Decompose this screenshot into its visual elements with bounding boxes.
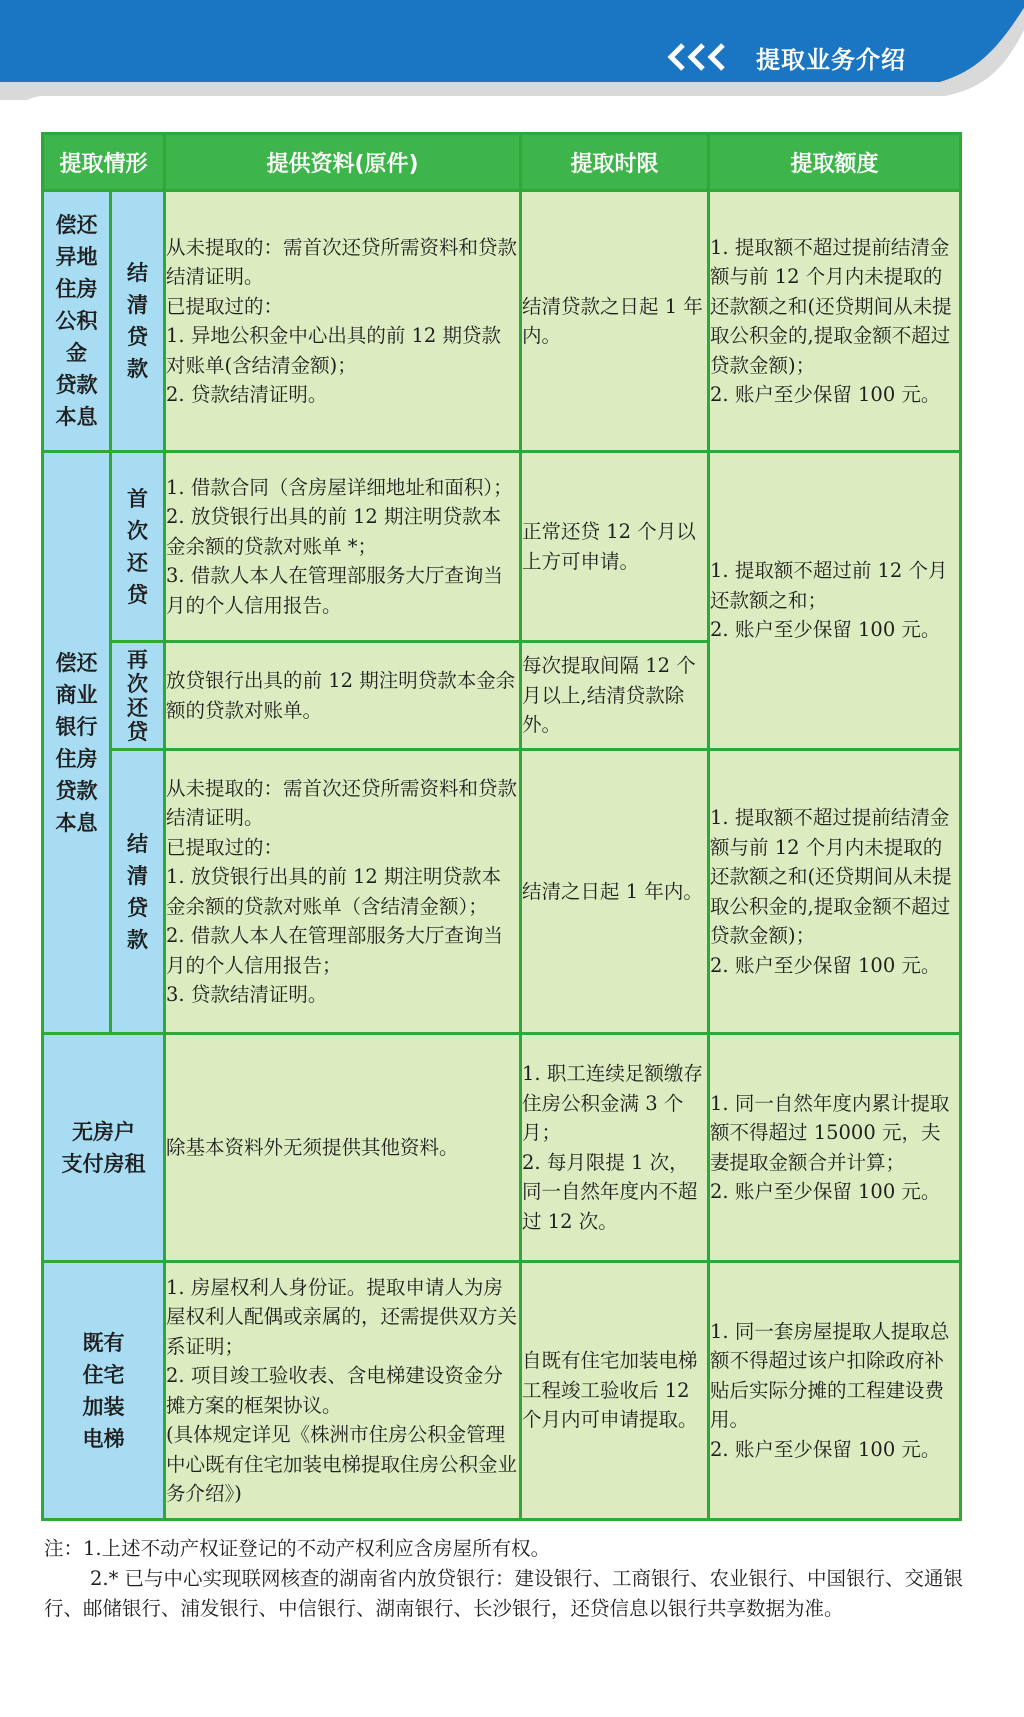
materials-cell: 1. 借款合同（含房屋详细地址和面积）； 2. 放贷银行出具的前 12 期注明贷款本金余额的贷款对账单 *； 3. 借款人本人在管理部服务大厅查询当月的个人信用报告。 bbox=[165, 452, 521, 642]
category-commercial-loan: 偿还 商业 银行 住房 贷款 本息 bbox=[43, 452, 111, 1034]
category-elevator: 既有 住宅 加装 电梯 bbox=[43, 1262, 165, 1520]
materials-cell: 放贷银行出具的前 12 期注明贷款本金余额的贷款对账单。 bbox=[165, 642, 521, 750]
time-limit-cell: 自既有住宅加装电梯工程竣工验收后 12 个月内可申请提取。 bbox=[521, 1262, 709, 1520]
subcategory-settle: 结 清 贷 款 bbox=[111, 750, 165, 1034]
table-row-rent bbox=[43, 1034, 961, 1262]
table-row-remote bbox=[43, 191, 961, 452]
column-header-materials: 提供资料(原件) bbox=[165, 134, 521, 191]
table-row-commercial-first bbox=[43, 452, 961, 642]
subcategory-first-repay: 首 次 还 贷 bbox=[111, 452, 165, 642]
footnote-2: 2.* 已与中心实现联网核查的湖南省内放贷银行：建设银行、工商银行、农业银行、中国银行、交通银行、邮储银行、浦发银行、中信银行、湖南银行、长沙银行，还贷信息以银行共享数据为准。 bbox=[44, 1567, 964, 1620]
category-rent: 无房户 支付房租 bbox=[43, 1034, 165, 1262]
category-remote-loan: 偿还 异地 住房 公积 金 贷款 本息 bbox=[43, 191, 111, 452]
time-limit-cell: 正常还贷 12 个月以上方可申请。 bbox=[521, 452, 709, 642]
time-limit-cell: 结清贷款之日起 1 年内。 bbox=[521, 191, 709, 452]
subcategory-settle: 结 清 贷 款 bbox=[111, 191, 165, 452]
amount-cell: 1. 提取额不超过前 12 个月还款额之和； 2. 账户至少保留 100 元。 bbox=[709, 452, 961, 750]
amount-cell: 1. 提取额不超过提前结清金额与前 12 个月内未提取的还款额之和(还贷期间从未提取公积金的,提取金额不超过贷款金额)； 2. 账户至少保留 100 元。 bbox=[709, 191, 961, 452]
withdrawal-table bbox=[41, 132, 962, 1521]
amount-cell: 1. 同一自然年度内累计提取额不得超过 15000 元，夫妻提取金额合并计算； 2. 账户至少保留 100 元。 bbox=[709, 1034, 961, 1262]
materials-cell: 除基本资料外无须提供其他资料。 bbox=[165, 1034, 521, 1262]
amount-cell: 1. 同一套房屋提取人提取总额不得超过该户扣除政府补贴后实际分摊的工程建设费用。 2. 账户至少保留 100 元。 bbox=[709, 1262, 961, 1520]
table-row-commercial-settle bbox=[43, 750, 961, 1034]
materials-cell: 从未提取的：需首次还贷所需资料和贷款结清证明。 已提取过的： 1. 异地公积金中心出具的前 12 期贷款对账单(含结清金额)； 2. 贷款结清证明。 bbox=[165, 191, 521, 452]
header-banner bbox=[0, 0, 1024, 100]
page-title: 提取业务介绍 bbox=[756, 46, 906, 74]
column-header-situation: 提取情形 bbox=[43, 134, 165, 191]
column-header-amount: 提取额度 bbox=[709, 134, 961, 191]
materials-cell: 1. 房屋权利人身份证。提取申请人为房屋权利人配偶或亲属的，还需提供双方关系证明； 2. 项目竣工验收表、含电梯建设资金分摊方案的框架协议。 (具体规定详见《株洲市住房公积金管理中心既有住宅加装电梯提取住房公积金业务介绍》) bbox=[165, 1262, 521, 1520]
footnote-1: 注：1.上述不动产权证登记的不动产权利应含房屋所有权。 bbox=[44, 1537, 551, 1560]
footnotes bbox=[44, 1534, 964, 1624]
column-header-time-limit: 提取时限 bbox=[521, 134, 709, 191]
triple-left-chevron-icon bbox=[665, 42, 745, 72]
table-header-row bbox=[43, 134, 961, 191]
table-row-elevator bbox=[43, 1262, 961, 1520]
amount-cell: 1. 提取额不超过提前结清金额与前 12 个月内未提取的还款额之和(还贷期间从未提取公积金的,提取金额不超过贷款金额)； 2. 账户至少保留 100 元。 bbox=[709, 750, 961, 1034]
time-limit-cell: 1. 职工连续足额缴存住房公积金满 3 个月； 2. 每月限提 1 次，同一自然年度内不超过 12 次。 bbox=[521, 1034, 709, 1262]
materials-cell: 从未提取的：需首次还贷所需资料和贷款结清证明。 已提取过的： 1. 放贷银行出具的前 12 期注明贷款本金余额的贷款对账单（含结清金额）； 2. 借款人本人在管理部服务大厅查询当月的个人信用报告； 3. 贷款结清证明。 bbox=[165, 750, 521, 1034]
time-limit-cell: 结清之日起 1 年内。 bbox=[521, 750, 709, 1034]
subcategory-repeat-repay: 再 次 还 贷 bbox=[111, 642, 165, 750]
time-limit-cell: 每次提取间隔 12 个月以上,结清贷款除外。 bbox=[521, 642, 709, 750]
